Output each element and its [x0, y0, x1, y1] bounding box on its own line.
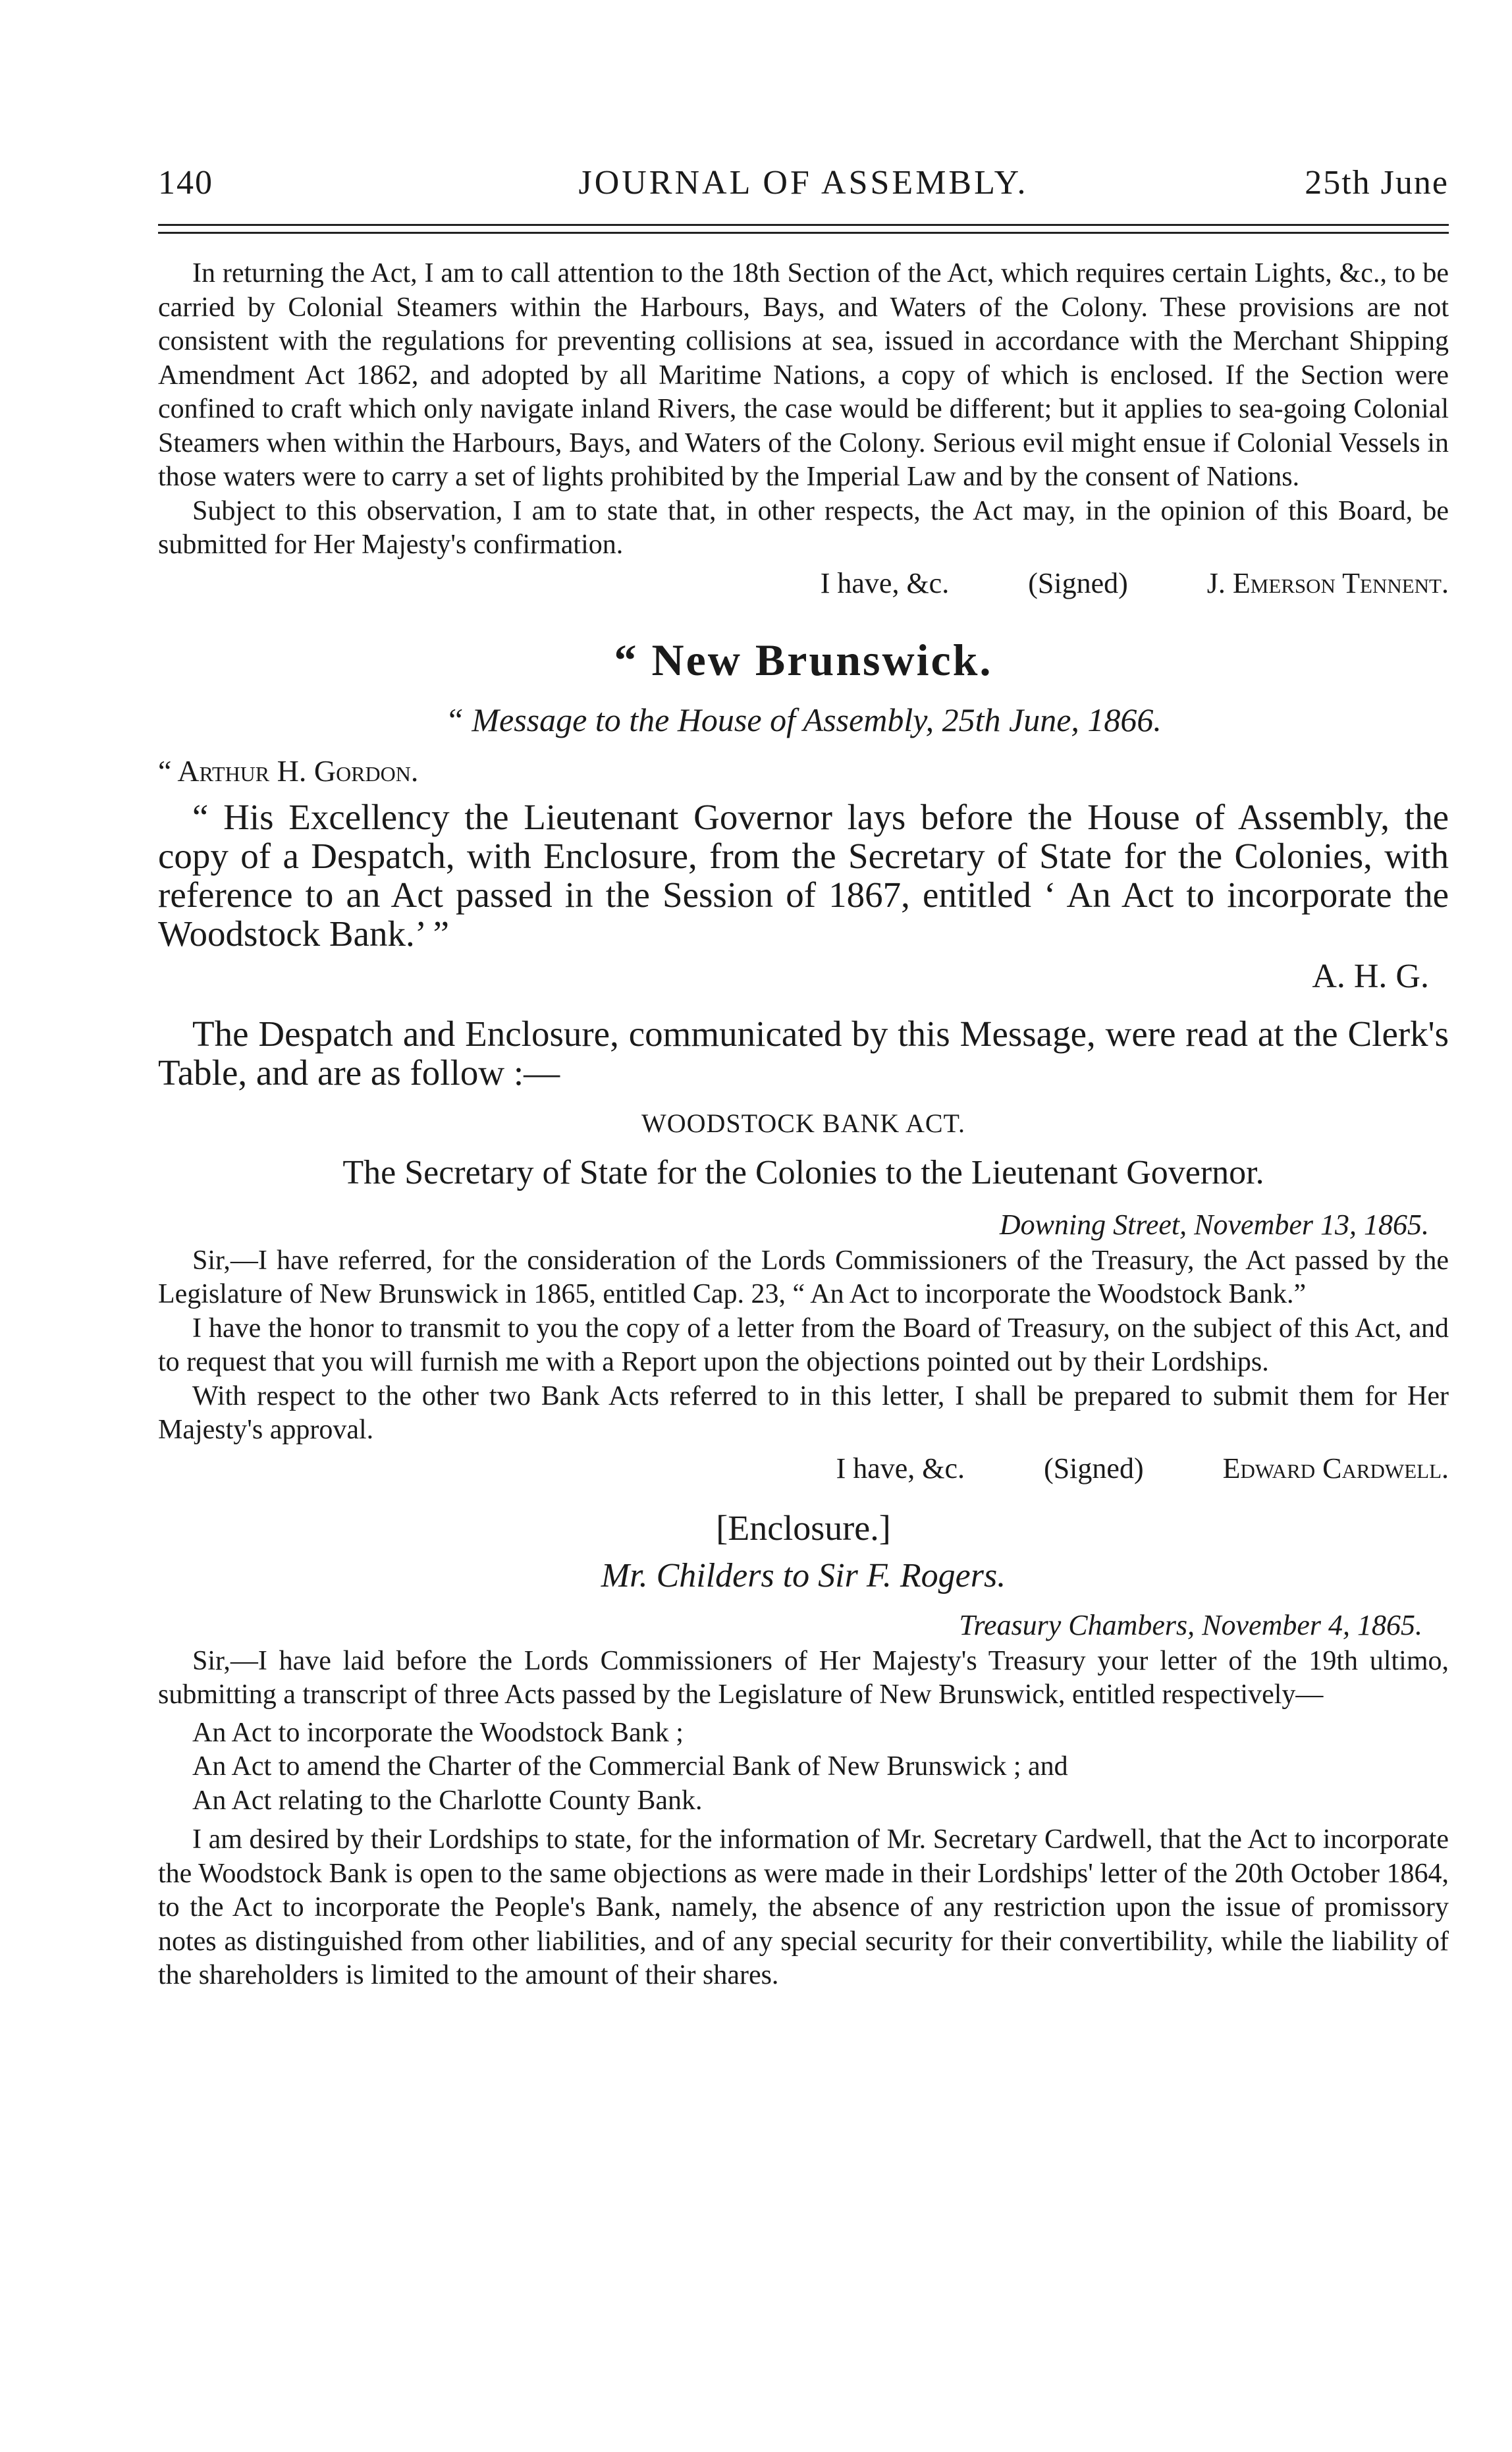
running-header — [158, 163, 1449, 209]
despatch-signature — [158, 1452, 1449, 1485]
message-initials: A. H. G. — [1312, 957, 1429, 995]
prev-letter-signature — [158, 566, 1449, 600]
signature-signed: (Signed) — [1028, 566, 1128, 599]
signature-closing: I have, &c. — [836, 1452, 965, 1485]
act-list-item: An Act to incorporate the Woodstock Bank ; — [192, 1717, 684, 1748]
message-text: “ His Excellency the Lieutenant Governor lays before the House of Assembly, the copy of a Despatch, with Enclosure, from the Secretary of State for the Colonies, with reference to an Act passed in the Session of 1867, entitled ‘ An Act to incorporate the Woodstock Bank.’ ” — [158, 796, 1449, 954]
act-list-item: An Act relating to the Charlotte County Bank. — [192, 1785, 703, 1816]
prev-letter-paragraph-2: Subject to this observation, I am to state that, in other respects, the Act may, in the opinion of this Board, be submitted for Her Majesty's confirmation. — [158, 495, 1449, 560]
page-number: 140 — [158, 164, 213, 202]
despatch-paragraph-3: With respect to the other two Bank Acts referred to in this letter, I shall be prepared to submit them for Her Majesty's approval. — [158, 1380, 1449, 1445]
message-signer: “ Arthur H. Gordon. — [158, 753, 419, 788]
despatch-heading: The Secretary of State for the Colonies to the Lieutenant Governor. — [342, 1153, 1264, 1191]
read-note: The Despatch and Enclosure, communicated by this Message, were read at the Clerk's Table, and are as follow :— — [158, 1013, 1449, 1093]
journal-title: JOURNAL OF ASSEMBLY. — [578, 164, 1029, 202]
header-rule-bottom — [158, 232, 1449, 234]
signature-name: J. Emerson Tennent. — [1206, 566, 1449, 599]
signature-closing: I have, &c. — [820, 566, 950, 599]
enclosure-paragraph-1: Sir,—I have laid before the Lords Commissioners of Her Majesty's Treasury your letter of the 19th ultimo, submitting a transcript of three Acts passed by the Legislature of New Brunswick, entitled respectively— — [158, 1645, 1449, 1710]
act-list-item: An Act to amend the Charter of the Commercial Bank of New Brunswick ; and — [192, 1751, 1068, 1782]
prev-letter-paragraph-1: In returning the Act, I am to call attention to the 18th Section of the Act, which requires certain Lights, &c., to be carried by Colonial Steamers within the Harbours, Bays, and Waters of the Colony. These provisions are not consistent with the regulations for preventing collisions at sea, issued in accordance with the Merchant Shipping Amendment Act 1862, and adopted by all Maritime Nations, a copy of which is enclosed. If the Section were confined to craft which only navigate inland Rivers, the case would be different; but it applies to sea-going Colonial Steamers when within the Harbours, Bays, and Waters of the Colony. Serious evil might ensue if Colonial Vessels in those waters were to carry a set of lights prohibited by the Imperial Law and by the consent of Nations. — [158, 258, 1449, 492]
despatch-paragraph-2: I have the honor to transmit to you the copy of a letter from the Board of Treasury, on the subject of this Act, and to request that you will furnish me with a Report upon the objections pointed out by their Lordships. — [158, 1313, 1449, 1377]
header-date: 25th June — [1305, 164, 1449, 202]
enclosure-heading: Mr. Childers to Sir F. Rogers. — [601, 1556, 1006, 1594]
page-body — [158, 257, 1449, 1993]
signature-signed: (Signed) — [1044, 1452, 1144, 1485]
enclosure-label: [Enclosure.] — [716, 1508, 891, 1548]
enclosure-paragraph-2: I am desired by their Lordships to state, for the information of Mr. Secretary Cardwell, that the Act to incorporate the Woodstock Bank is open to the same objections as were made in their Lordships' letter of the 20th October 1864, to the Act to incorporate the People's Bank, namely, the absence of any restriction upon the issue of promissory notes as distinguished from other liabilities, and of any special security for their convertibility, while the liability of the shareholders is limited to the amount of their shares. — [158, 1824, 1449, 1990]
act-title: WOODSTOCK BANK ACT. — [641, 1108, 965, 1138]
section-heading: “ New Brunswick. — [614, 634, 993, 685]
message-title: “ Message to the House of Assembly, 25th June, 1866. — [445, 701, 1162, 738]
header-rule-top — [158, 224, 1449, 226]
signature-name: Edward Cardwell. — [1222, 1452, 1449, 1485]
despatch-dateline: Downing Street, November 13, 1865. — [999, 1208, 1429, 1241]
enclosure-dateline: Treasury Chambers, November 4, 1865. — [959, 1608, 1422, 1641]
despatch-paragraph-1: Sir,—I have referred, for the consideration of the Lords Commissioners of the Treasury, the Act passed by the Legislature of New Brunswick in 1865, entitled Cap. 23, “ An Act to incorporate the Woodstock Bank.” — [158, 1245, 1449, 1309]
